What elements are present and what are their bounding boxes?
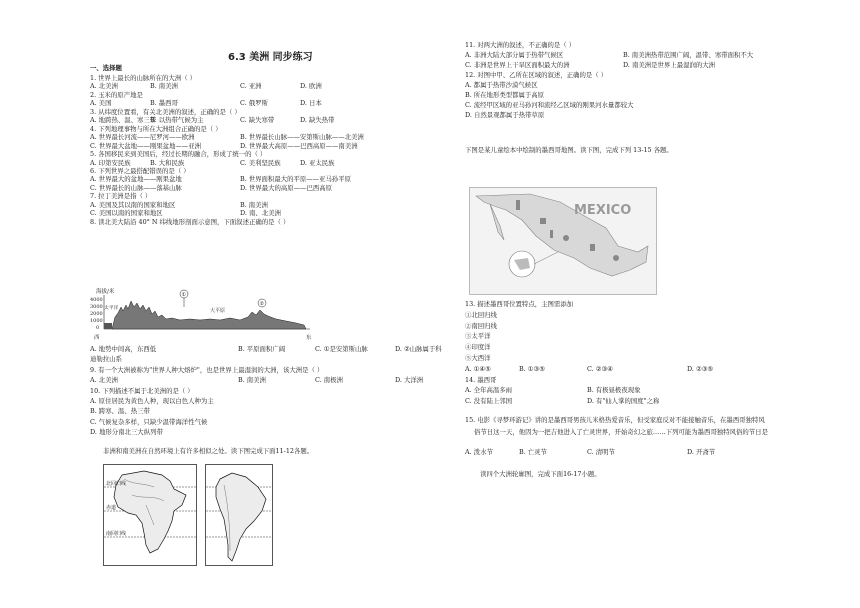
question-line: D. 地形分南北三大纵列带 xyxy=(90,428,163,437)
question-line: A. 世界最大的盆地——刚果盆地 xyxy=(90,175,182,184)
question-line: ⑤大西洋 xyxy=(465,354,491,362)
option-text: B. 平原面积广阔 xyxy=(238,345,286,353)
question-line: 6. 下列世界之最搭配错误的是（ ） xyxy=(90,166,190,175)
option-text: B. 世界面积最大的平原——亚马孙平原 xyxy=(240,175,352,184)
profile-west-label: 西 xyxy=(94,335,100,341)
question-line: C. 流经甲区域的亚马孙河和流经乙区域的刚果河水量都较大 xyxy=(465,101,634,109)
question-line: D. 自然景观都属于热带草原 xyxy=(465,111,545,119)
question-line: 迪勒拉山系 xyxy=(90,355,122,364)
option-text: D. 大洋洲 xyxy=(395,376,424,385)
question-line: A. 非洲大陆大部分属于热带气候区 xyxy=(465,51,564,59)
option-text: B. 南美洲 xyxy=(240,200,268,209)
question-line: C. 美国以南的国家和地区 xyxy=(90,209,163,218)
question-line: 3. 从纬度位置看，有关北美洲的叙述，正确的是（ ） xyxy=(90,107,241,116)
question-line: A. 北美洲 xyxy=(90,82,118,91)
question-line: B. 跨寒、温、热三带 xyxy=(90,407,150,416)
option-text: D. ②③⑤ xyxy=(687,364,714,373)
option-text: B. 大和民族 xyxy=(150,158,185,167)
option-text: D. ②山脉属于科 xyxy=(395,345,442,353)
question-line: 1. 世界上最长的山脉所在的大洲（ ） xyxy=(90,74,197,82)
question-line: 非洲和南美洲在自然环境上有许多相似之处。读下图完成下面11-12各题。 xyxy=(103,447,314,455)
question-line: 11. 对两大洲的叙述，不正确的是（ ） xyxy=(465,41,576,49)
profile-ylabel: 海拔/米 xyxy=(96,289,115,295)
africa-map xyxy=(103,464,197,566)
question-line: A. ①④⑤ xyxy=(465,364,491,373)
option-text: C. 亚洲 xyxy=(240,82,262,91)
section-heading: 一、选择题 xyxy=(90,64,122,72)
question-line: B. 所在地形类型都属于高原 xyxy=(465,91,545,99)
option-text: C. 美利坚民族 xyxy=(240,158,281,167)
mexico-map xyxy=(469,187,657,295)
page-title: 6.3 美洲 同步练习 xyxy=(228,52,313,63)
question-line: 4. 下列地理事物与所在大洲组合正确的是（ ） xyxy=(90,124,222,133)
africa-equator-label: 赤道 xyxy=(106,505,117,511)
question-line: A. 美国及其以南的国家和地区 xyxy=(90,200,176,209)
option-text: C. 缺失寒带 xyxy=(240,116,275,125)
question-line: 10. 下列描述不属于北美洲的是（ ） xyxy=(90,386,194,395)
option-text: C. 南极洲 xyxy=(315,376,343,385)
option-text: C. 俄罗斯 xyxy=(240,99,268,108)
option-text: D. 日本 xyxy=(300,99,322,108)
option-text: B. 墨西哥 xyxy=(150,99,178,108)
profile-tick: 2000 xyxy=(90,311,103,317)
option-text: D. 南、北美洲 xyxy=(240,209,281,218)
question-line: ②南回归线 xyxy=(465,321,497,330)
question-line: 12. 对图中甲、乙所在区域的叙述，正确的是（ ） xyxy=(465,71,608,79)
question-line: 5. 各国移民来到美国后，经过长期的融合，形成了统一的（ ） xyxy=(90,150,267,159)
question-line: A. 世界最长河流——尼罗河——欧洲 xyxy=(90,133,195,142)
terrain-profile-figure xyxy=(90,287,320,342)
option-text: D. 有"仙人掌的国度"之称 xyxy=(587,397,660,406)
question-line: A. 美国 xyxy=(90,99,112,108)
option-text: D. 南美洲是世界上最湿润的大洲 xyxy=(623,61,716,69)
question-line: 读四个大洲轮廓图，完成下面16-17小题。 xyxy=(480,470,601,478)
question-line: A. 全年高温多雨 xyxy=(465,386,513,395)
option-text: D. 开斋节 xyxy=(687,448,716,456)
question-line: A. 原住居民为黄色人种，现以白色人种为主 xyxy=(90,397,214,405)
question-line: A. 北美洲 xyxy=(90,376,118,385)
question-line: A. 地势中间高，东西低 xyxy=(90,345,157,353)
option-text: C. 清明节 xyxy=(587,448,615,456)
south-america-map xyxy=(205,464,273,566)
question-line: 9. 有一个大洲被称为"世界人种大熔炉"，也是世界上最湿润的大洲，该大洲是（ ） xyxy=(90,365,324,374)
question-line: 俗节日这一天，他因为一把吉他进入了亡灵世界，开始奇幻之旅……下列可能为墨西哥独特风俗的节日是 xyxy=(474,428,768,436)
option-text: C. ①是安第斯山脉 xyxy=(315,345,368,353)
question-line: 13. 描述墨西哥位置特点，主图需添加 xyxy=(465,300,574,308)
option-text: D. 亚太民族 xyxy=(300,158,335,167)
mexico-title-label: MEXICO xyxy=(574,203,632,218)
option-text: B. 南美洲 xyxy=(150,82,178,91)
profile-mark-1: ① xyxy=(181,292,186,298)
profile-ocean-label: 太平洋 xyxy=(104,306,119,311)
question-line: 2. 玉米的原产地是 xyxy=(90,90,143,99)
option-text: B. 以热带气候为主 xyxy=(150,116,204,125)
profile-tick: 4000 xyxy=(90,297,103,303)
profile-plain-label: 大平原 xyxy=(210,308,226,314)
option-text: D. 世界最大的高原——巴西高原 xyxy=(240,183,333,192)
question-line: C. 没有陆上邻国 xyxy=(465,397,513,406)
option-text: C. ②③④ xyxy=(587,364,613,373)
question-line: 7. 拉丁美洲是指（ ） xyxy=(90,192,152,201)
option-text: B. 南美洲热带范围广阔，温带、寒带面积不大 xyxy=(623,51,754,59)
question-line: 下图是某儿童绘本中绘制的墨西哥地图。读下图，完成下列 13-15 各题。 xyxy=(465,146,673,154)
question-line: A. 都属于热带沙漠气候区 xyxy=(465,81,538,89)
option-text: B. 南美洲 xyxy=(238,376,266,385)
profile-tick: 0 xyxy=(96,325,100,331)
option-text: D. 缺失热带 xyxy=(300,116,335,125)
option-text: D. 欧洲 xyxy=(300,82,322,91)
question-line: 8. 读北美大陆沿 40° N 纬线地形剖面示意图，下面叙述正确的是（ ） xyxy=(90,217,290,226)
question-line: ③太平洋 xyxy=(465,332,491,341)
profile-tick: 1000 xyxy=(90,318,103,324)
question-line: ④印度洋 xyxy=(465,343,491,352)
question-line: 14. 墨西哥 xyxy=(465,375,497,384)
question-line: C. 非洲是世界上干旱区面积最大的洲 xyxy=(465,61,570,69)
option-text: B. 世界最长山脉——安第斯山脉——北美洲 xyxy=(240,133,364,142)
question-line: ①北回归线 xyxy=(465,310,497,319)
question-line: C. 世界最长的山脉——落基山脉 xyxy=(90,183,182,192)
question-line: 15. 电影《寻梦环游记》讲的是墨西哥男孩儿米格热爱音乐，但受家庭反对不能接触音乐，在墨西哥独特风 xyxy=(465,416,765,424)
profile-mark-2: ② xyxy=(259,301,264,307)
option-text: B. 亡灵节 xyxy=(519,448,547,456)
option-text: B. 有极昼极夜现象 xyxy=(587,386,641,395)
question-line: C. 气候复杂多样，只缺少温带海洋性气候 xyxy=(90,417,208,426)
option-text: D. 世界最大高原——巴西高原——南美洲 xyxy=(240,141,358,150)
question-line: A. 地跨热、温、寒三带 xyxy=(90,116,157,125)
africa-tropic-cancer-label: 北回归线 xyxy=(106,481,127,487)
profile-tick: 3000 xyxy=(90,304,103,310)
option-text: B. ①③⑤ xyxy=(519,364,545,373)
profile-east-label: 东 xyxy=(306,335,312,341)
question-line: A. 泼水节 xyxy=(465,448,493,456)
question-line: A. 印第安民族 xyxy=(90,158,131,167)
africa-tropic-capricorn-label: 南回归线 xyxy=(106,531,127,537)
question-line: C. 世界最大盆地——刚果盆地——亚洲 xyxy=(90,141,201,150)
